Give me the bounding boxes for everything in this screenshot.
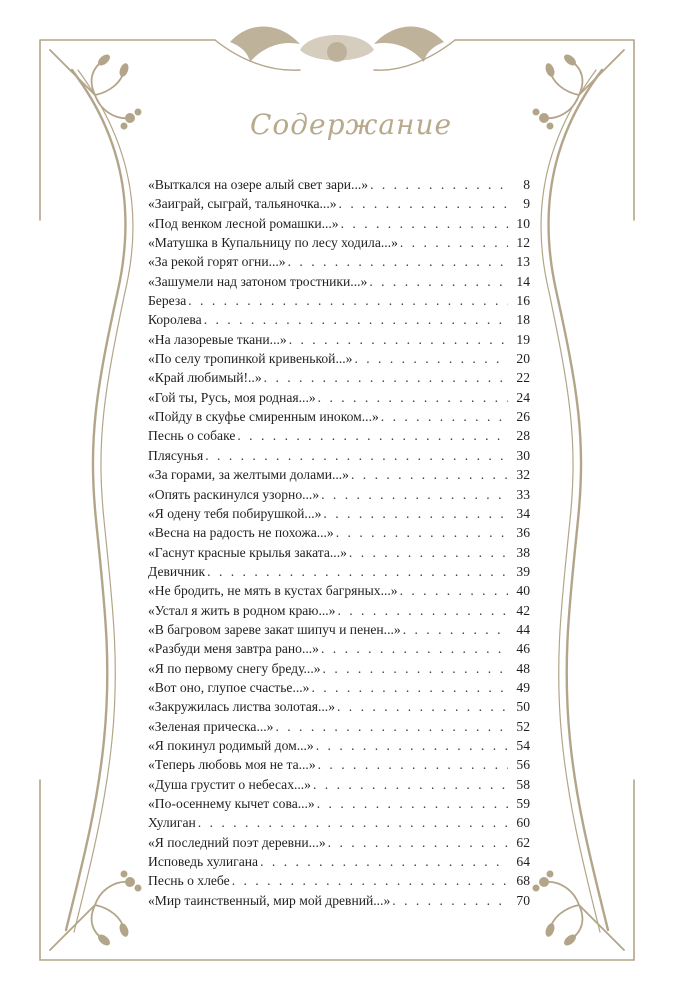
toc-entry-title: «Заиграй, сыграй, тальяночка...» [148,196,337,212]
toc-entry-title: «Я последний поэт деревни...» [148,834,326,850]
toc-entry-title: Хулиган [148,815,196,831]
toc-entry-title: «По-осеннему кычет сова...» [148,796,315,811]
toc-entry-title: «В багровом зареве закат шипуч и пенен...» [148,621,401,637]
toc-entry-title: «Теперь любовь моя не та...» [148,757,316,773]
toc-entry-page: 9 [523,196,530,212]
toc-entry-page: 32 [516,467,530,483]
toc-entry [148,349,530,368]
toc-entry-title: «Я по первому снегу бреду...» [148,660,321,676]
toc-entry-page: 40 [516,583,530,599]
toc-entry [148,813,530,832]
toc-entry-page: 12 [516,235,530,251]
toc-entry-page: 24 [516,389,530,405]
toc-entry [148,214,530,233]
toc-leader-dots [232,871,508,890]
toc-leader-dots [392,891,508,910]
toc-leader-dots [323,504,508,523]
toc-leader-dots [354,349,508,368]
toc-entry-page: 58 [516,776,530,792]
toc-entry [148,194,530,213]
toc-entry [148,794,530,813]
toc-entry-page: 42 [516,602,530,618]
toc-entry-title: «Гой ты, Русь, моя родная...» [148,389,316,405]
toc-entry-page: 59 [516,796,530,811]
toc-entry-page: 13 [516,254,530,270]
toc-entry-title: Береза [148,293,187,309]
toc-leader-dots [349,543,508,562]
toc-entry [148,465,530,484]
toc-leader-dots [337,601,508,620]
toc-entry-title: «Разбуди меня завтра рано...» [148,641,319,657]
toc-leader-dots [318,388,508,407]
toc-entry [148,485,530,504]
toc-leader-dots [264,368,508,387]
toc-entry-title: «Душа грустит о небесах...» [148,776,311,792]
toc-leader-dots [289,330,508,349]
toc-entry-page: 50 [516,699,530,715]
toc-entry [148,523,530,542]
toc-entry-title: «Я одену тебя побирушкой...» [148,505,322,521]
toc-leader-dots [403,620,508,639]
toc-entry [148,562,530,581]
toc-entry-page: 10 [516,215,530,231]
toc-leader-dots [370,175,508,194]
contents-heading: Содержание [250,108,453,141]
toc-entry-title: «На лазоревые ткани...» [148,331,287,347]
toc-entry-page: 68 [516,873,530,889]
toc-entry-page: 22 [516,370,530,386]
toc-leader-dots [311,678,508,697]
toc-leader-dots [321,485,508,504]
toc-entry-title: «Пойду в скуфье смиренным иноком...» [148,409,379,425]
toc-entry-page: 46 [516,641,530,657]
toc-leader-dots [198,813,508,832]
toc-entry-title: «По селу тропинкой кривенькой...» [148,351,353,367]
toc-entry-title: «Мир таинственный, мир мой древний...» [148,892,391,908]
toc-entry-page: 20 [516,351,530,367]
table-of-contents [148,175,530,910]
toc-leader-dots [328,833,508,852]
toc-entry-page: 8 [523,177,530,192]
toc-entry-page: 60 [516,815,530,831]
toc-entry-page: 62 [516,834,530,850]
toc-leader-dots [207,562,508,581]
toc-entry [148,581,530,600]
toc-entry-page: 39 [516,563,530,579]
toc-entry-page: 34 [516,505,530,521]
toc-leader-dots [260,852,508,871]
toc-entry-title: Девичник [148,563,206,579]
toc-entry-title: Королева [148,312,202,328]
toc-entry [148,775,530,794]
toc-leader-dots [188,291,508,310]
toc-leader-dots [313,775,508,794]
toc-entry-title: Песнь о собаке [148,428,236,444]
toc-entry-page: 16 [516,293,530,309]
toc-entry-title: Исповедь хулигана [148,854,259,870]
toc-entry-title: «Матушка в Купальницу по лесу ходила...» [148,235,398,251]
toc-entry-title: «Зашумели над затоном тростники...» [148,273,368,289]
toc-entry [148,291,530,310]
toc-leader-dots [317,794,508,813]
toc-entry-title: «Устал я жить в родном краю...» [148,602,336,618]
toc-entry [148,252,530,271]
toc-leader-dots [288,252,508,271]
toc-entry [148,891,530,910]
toc-entry-title: «Гаснут красные крылья заката...» [148,544,347,560]
toc-entry-page: 70 [516,892,530,908]
toc-entry [148,755,530,774]
toc-entry [148,310,530,329]
toc-entry-title: «Зеленая прическа...» [148,718,274,734]
toc-entry-page: 33 [516,486,530,502]
toc-entry [148,871,530,890]
toc-entry [148,543,530,562]
toc-entry [148,639,530,658]
toc-leader-dots [369,272,508,291]
toc-entry [148,272,530,291]
toc-entry-page: 38 [516,544,530,560]
toc-leader-dots [400,233,508,252]
toc-entry-title: «Выткался на озере алый свет зари...» [148,177,369,192]
toc-entry [148,407,530,426]
toc-entry [148,852,530,871]
toc-entry-page: 14 [516,273,530,289]
toc-entry [148,175,530,194]
toc-entry-title: «Под венком лесной ромашки...» [148,215,339,231]
toc-entry-page: 44 [516,621,530,637]
toc-entry-page: 19 [516,331,530,347]
toc-leader-dots [341,214,508,233]
toc-entry-page: 54 [516,737,530,753]
toc-entry-title: «Край любимый!..» [148,370,262,386]
toc-leader-dots [321,639,508,658]
toc-entry-page: 28 [516,428,530,444]
toc-leader-dots [237,426,508,445]
toc-leader-dots [316,736,508,755]
toc-entry-title: «За рекой горят огни...» [148,254,286,270]
toc-entry [148,601,530,620]
toc-entry [148,678,530,697]
toc-entry-title: «Опять раскинулся узорно...» [148,486,320,502]
toc-leader-dots [318,755,508,774]
toc-entry-page: 30 [516,447,530,463]
toc-entry [148,659,530,678]
toc-leader-dots [205,446,508,465]
toc-leader-dots [336,523,508,542]
toc-leader-dots [381,407,508,426]
toc-leader-dots [275,717,508,736]
toc-entry-title: Плясунья [148,447,204,463]
toc-leader-dots [351,465,508,484]
toc-entry [148,504,530,523]
toc-entry [148,717,530,736]
toc-leader-dots [339,194,508,213]
toc-entry-title: «За горами, за желтыми долами...» [148,467,349,483]
toc-entry [148,697,530,716]
toc-entry-title: Песнь о хлебе [148,873,230,889]
toc-entry-page: 56 [516,757,530,773]
toc-entry-title: «Весна на радость не похожа...» [148,525,334,541]
toc-entry-page: 48 [516,660,530,676]
toc-entry-page: 64 [516,854,530,870]
toc-entry [148,620,530,639]
toc-entry [148,388,530,407]
toc-leader-dots [400,581,508,600]
toc-entry-page: 49 [516,679,530,695]
toc-leader-dots [337,697,508,716]
toc-entry [148,330,530,349]
toc-entry-page: 26 [516,409,530,425]
toc-leader-dots [204,310,508,329]
toc-entry [148,446,530,465]
toc-entry-title: «Не бродить, не мять в кустах багряных...» [148,583,398,599]
toc-entry [148,368,530,387]
toc-entry-title: «Вот оно, глупое счастье...» [148,679,310,695]
toc-entry-title: «Я покинул родимый дом...» [148,737,314,753]
toc-entry [148,233,530,252]
toc-leader-dots [323,659,508,678]
toc-entry-page: 36 [516,525,530,541]
toc-entry [148,833,530,852]
toc-entry [148,426,530,445]
toc-entry-page: 18 [516,312,530,328]
toc-entry-title: «Закружилась листва золотая...» [148,699,335,715]
toc-entry-page: 52 [516,718,530,734]
toc-entry [148,736,530,755]
